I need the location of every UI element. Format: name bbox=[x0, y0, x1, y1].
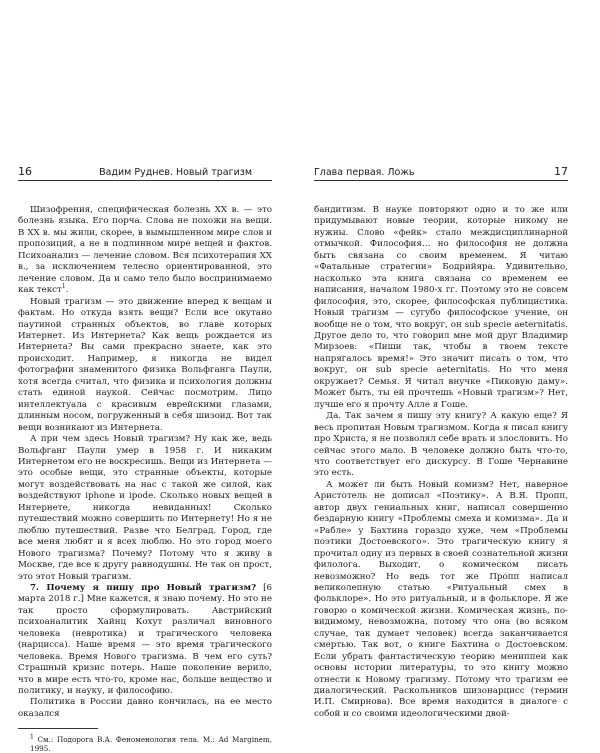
left-paragraph-1: Шизофрения, специфическая болезнь XX в. — это болезнь языка. Его порча. Слова не похожи на вещи. В XX в. мы жили, скорее, в вымышленном мире слов и пропозиций, а не в подлинном мире вещей и фактов. Психоанализ — лечение словом. Вся психотерапия XX в., за исключением телесно ориентированной, это лечение словом. Да и само тело было воспринимаемо как текст$^1$. bbox=[18, 205, 272, 296]
footnote bbox=[18, 735, 272, 753]
left-paragraph-final: Политика в России давно кончилась, на ее место оказался bbox=[18, 697, 272, 719]
left-section-7 bbox=[18, 583, 272, 698]
right-page bbox=[314, 160, 568, 720]
left-page bbox=[18, 160, 272, 753]
right-paragraph-2: Да. Так зачем я пишу эту книгу? А какую еще? Я весь пропитан Новым трагизмом. Когда я писал книгу про Христа, я не позволял себе врать и злословить. Но сейчас этого мало. В человеке должно быть что-то, что соответствует его дискурсу. В Гоше Чернавине это есть. bbox=[314, 411, 568, 479]
section-heading: 7. Почему я пишу про Новый трагизм? bbox=[30, 582, 257, 593]
footnote-marker: 1 bbox=[61, 283, 66, 291]
right-page-header bbox=[314, 160, 568, 181]
section-text: Мне кажется, я знаю почему. Но это не так просто сформулировать. Австрийский психоаналитик Хайнц Кохут различал виновного человека (невротика) и трагического человека (нарцисса). Наше время — это время трагического человека. Время Нового трагизма. В чем его суть? Страшный кризис потерь. Наше поколение верило, что в мире есть что-то, кроме нас, больше вещество и политику, и науку, и философию. bbox=[18, 594, 272, 697]
left-page-header bbox=[18, 160, 272, 181]
section-date: [6 марта 2018 г.] bbox=[18, 582, 272, 605]
right-page-body bbox=[314, 205, 568, 720]
footnote-text: См.: Подорога В.А. Феноменология тела. М.: Ad Marginem, 1995. bbox=[30, 735, 272, 753]
right-paragraph-3: А может ли быть Новый комизм? Нет, наверное Аристотель не дописал «Поэтику». А В.Я. Пропп, автор двух гениальных книг, написал совершенно бездарную книгу «Проблемы смеха и комизма». Да и «Рабле» у Бахтина гораздо хуже, чем «Проблемы поэтики Достоевского». Это трагическую книгу я прочитал одну из первых в своей сознательной жизни филолога. Выходит, о комическом писать невозможно? Но ведь тот же Пропп написал великолепную статью «Ритуальный смех в фольклоре». Но это ритуальный, и в фольклоре. Я же говорю о комической жизни. Комическая жизнь, по-видимому, невозможна, потому что она (во всяком случае, так думает человек) всегда заканчивается смертью. Так вот, о книге Бахтина о Достоевском. Если убрать фантастическую теорию мениппеи как основы истории литературы, то это книгу можно отнести к Новому трагизму. Потому что трагизм ее диалогический. Раскольников шизонарцисс (термин И.П. Смирнова). Все время находится в диалоге с собой и со своими идеологическими двой- bbox=[314, 479, 568, 719]
left-paragraph-3: А при чем здесь Новый трагизм? Ну как же, ведь Вольфганг Паули умер в 1958 г. И никаким Интернетом его не воскресишь. Вещи из Интернета — это особые вещи, это странные объекты, которые могут воздействовать на нас с такой же силой, как воздействуют iphone и ipode. Сколько новых вещей в Интернете, никогда невиданных! Сколько путешествий можно совершить по Интернету! Но я не люблю путешествий. Разве что Белград. Город, где все меня любят и я всех люблю. Но это город моего Нового трагизма? Почему? Потому что я живу в Москве, где все к другу равнодушны. Не так он прост, это этот Новый трагизм. bbox=[18, 434, 272, 582]
left-page-number: 16 bbox=[18, 165, 32, 178]
footnote-number: 1 bbox=[30, 734, 34, 741]
footnote-divider bbox=[18, 728, 98, 729]
left-page-body bbox=[18, 205, 272, 753]
right-page-number: 17 bbox=[554, 165, 568, 178]
right-running-head: Глава первая. Ложь bbox=[314, 167, 415, 178]
left-running-head: Вадим Руднев. Новый трагизм bbox=[99, 167, 252, 178]
left-paragraph-2: Новый трагизм — это движение вперед к вещам и фактам. Но откуда взять вещи? Если все окутано паутиной странных объектов, во главе которых Интернет. Из Интернета? Как вещь рождается из Интернета? Вы сами прекрасно знаете, как это происходит. Например, я никогда не видел фотографии знаменитого физика Вольфганга Паули, хотя всегда считал, что физика и психология должны стать единой наукой. Сейчас посмотрим. Лицо интеллектуала с красивым еврейскими глазами, длинным носом, погруженный в себя шизоид. Вот так вещи возникают из Интернета. bbox=[18, 296, 272, 433]
right-paragraph-1: бандитизм. В науке повторяют одно и то же или придумывают новые теории, которые никому не нужны. Слово «фейк» стало междисциплинарной отмычкой. Философия… но философия не должна быть связана со своим временем. Я читаю «Фатальные стратегии» Бодрийяра. Удивительно, насколько эта книга связана со временем ее написания, началом 1980-х гг. Поэтому это не совсем философия, это, скорее, философская публицистика. Новый трагизм — сугубо философское учение, он вообще не о том, что вокруг, он sub specie aeternitatis. Другое дело то, что говорил мне мой друг Владимир Мирзоев: «Пиши так, чтобы в твоем тексте напрягалось время!» Это значит писать о том, что вокруг, он sub specie aeternitatis. Но что меня окружает? Семья. Я читал внучке «Пиковую даму». Может быть, ты ей прочтешь «Новый трагизм»? Нет, лучше его я прочту Алле я Гоше. bbox=[314, 205, 568, 410]
